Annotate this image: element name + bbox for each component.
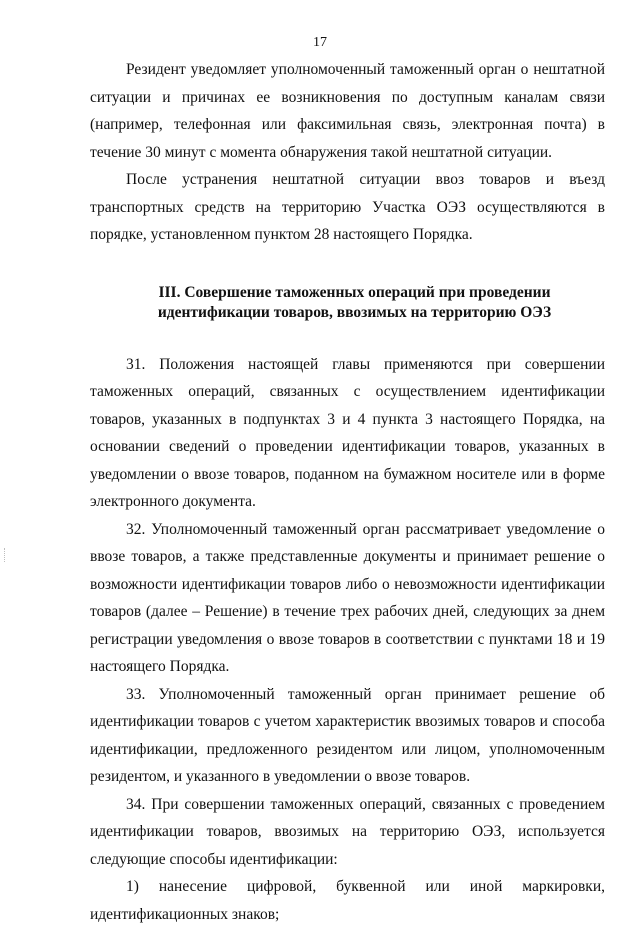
document-body	[90, 56, 605, 928]
scan-edge-mark	[4, 548, 7, 562]
spacer	[90, 249, 605, 283]
paragraph-resident-notifies: Резидент уведомляет уполномоченный таможенный орган о нештатной ситуации и причинах ее возникновения по доступным каналам связи (например, телефонная или факсимильная связь, электронная почта) в течение 30 минут с момента обнаружения такой нештатной ситуации.	[90, 61, 605, 161]
paragraph-item-33: 33. Уполномоченный таможенный орган принимает решение об идентификации товаров с учетом характеристик ввозимых товаров и способа идентификации, предложенного резидентом или лицом, уполномоченным резидентом, и указанного в уведомлении о ввозе товаров.	[90, 685, 605, 785]
section-heading: III. Совершение таможенных операций при проведении идентификации товаров, ввозимых на территорию ОЭЗ	[157, 283, 552, 321]
paragraph-after-elimination: После устранения нештатной ситуации ввоз товаров и въезд транспортных средств на территорию Участка ОЭЗ осуществляются в порядке, установленном пунктом 28 настоящего Порядка.	[90, 171, 605, 243]
paragraph-subitem-1: 1) нанесение цифровой, буквенной или иной маркировки, идентификационных знаков;	[90, 878, 605, 923]
paragraph-item-34: 34. При совершении таможенных операций, связанных с проведением идентификации товаров, ввозимых на территорию ОЭЗ, используется следующие способы идентификации:	[90, 795, 605, 868]
spacer	[90, 323, 605, 351]
paragraph-item-31: 31. Положения настоящей главы применяются при совершении таможенных операций, связанных с осуществлением идентификации товаров, указанных в подпунктах 3 и 4 пункта 3 настоящего Порядка, на основании сведений о проведении идентификации товаров, указанных в уведомлении о ввозе товаров, поданном на бумажном носителе или в форме электронного документа.	[90, 355, 605, 510]
paragraph-item-32: 32. Уполномоченный таможенный орган рассматривает уведомление о ввозе товаров, а также представленные документы и принимает решение о возможности идентификации товаров либо о невозможности идентификации товаров (далее – Решение) в течение трех рабочих дней, следующих за днем регистрации уведомления о ввозе товаров в соответствии с пунктами 18 и 19 настоящего Порядка.	[90, 520, 605, 675]
page-number: 17	[313, 35, 327, 50]
